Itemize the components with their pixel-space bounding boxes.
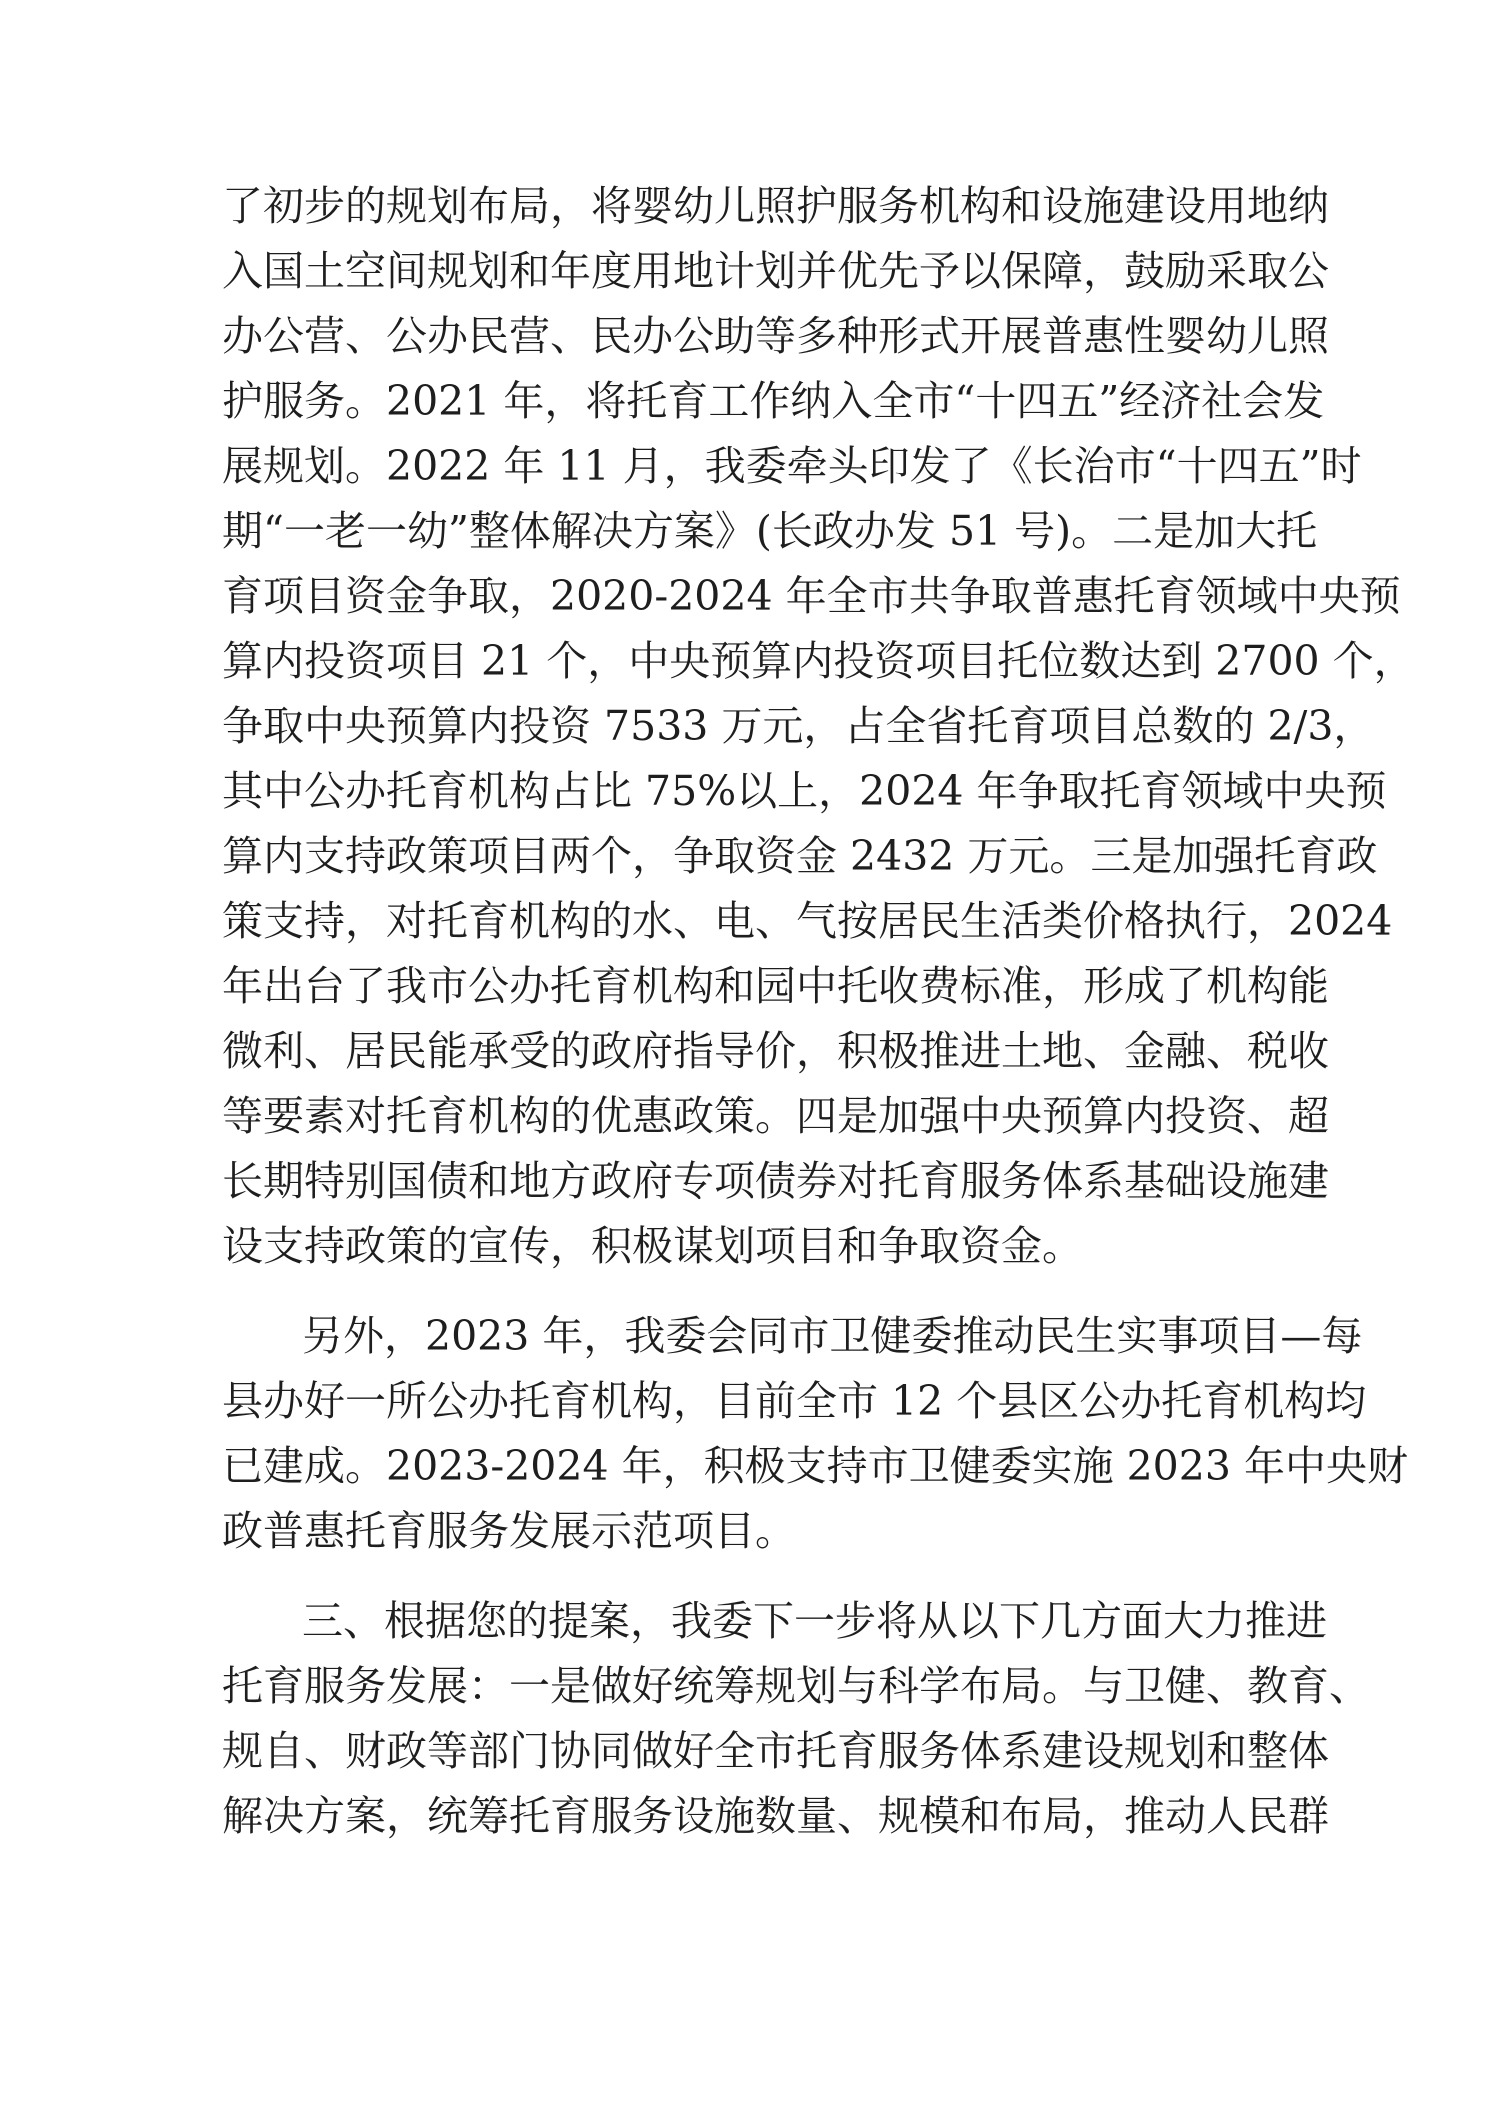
text-line: 了初步的规划布局，将婴幼儿照护服务机构和设施建设用地纳 [222, 182, 1329, 230]
text-line: 年出台了我市公办托育机构和园中托收费标准，形成了机构能 [222, 962, 1329, 1010]
text-line: 争取中央预算内投资 7533 万元，占全省托育项目总数的 2/3， [222, 702, 1375, 750]
text-line: 另外，2023 年，我委会同市卫健委推动民生实事项目—每 [302, 1312, 1363, 1360]
text-line: 微利、居民能承受的政府指导价，积极推进土地、金融、税收 [222, 1027, 1329, 1075]
text-line: 入国土空间规划和年度用地计划并优先予以保障，鼓励采取公 [222, 247, 1329, 295]
text-line: 长期特别国债和地方政府专项债券对托育服务体系基础设施建 [222, 1157, 1329, 1205]
text-line: 护服务。2021 年，将托育工作纳入全市“十四五”经济社会发 [222, 377, 1325, 425]
text-line: 展规划。2022 年 11 月，我委牵头印发了《长治市“十四五”时 [222, 442, 1362, 490]
text-line: 三、根据您的提案，我委下一步将从以下几方面大力推进 [302, 1597, 1327, 1645]
text-line: 解决方案，统筹托育服务设施数量、规模和布局，推动人民群 [222, 1792, 1329, 1840]
text-line: 期“一老一幼”整体解决方案》(长政办发 51 号)。二是加大托 [222, 507, 1318, 555]
text-line: 等要素对托育机构的优惠政策。四是加强中央预算内投资、超 [222, 1092, 1329, 1140]
text-line: 策支持，对托育机构的水、电、气按居民生活类价格执行，2024 [222, 897, 1393, 945]
text-line: 政普惠托育服务发展示范项目。 [222, 1507, 796, 1555]
text-line: 其中公办托育机构占比 75%以上，2024 年争取托育领域中央预 [222, 767, 1387, 815]
text-line: 托育服务发展：一是做好统筹规划与科学布局。与卫健、教育、 [222, 1662, 1370, 1710]
text-line: 办公营、公办民营、民办公助等多种形式开展普惠性婴幼儿照 [222, 312, 1329, 360]
text-line: 设支持政策的宣传，积极谋划项目和争取资金。 [222, 1222, 1083, 1270]
text-line: 县办好一所公办托育机构，目前全市 12 个县区公办托育机构均 [222, 1377, 1367, 1425]
text-line: 算内支持政策项目两个，争取资金 2432 万元。三是加强托育政 [222, 832, 1378, 880]
text-line: 规自、财政等部门协同做好全市托育服务体系建设规划和整体 [222, 1727, 1329, 1775]
text-line: 算内投资项目 21 个，中央预算内投资项目托位数达到 2700 个， [222, 637, 1415, 685]
text-line: 已建成。2023-2024 年，积极支持市卫健委实施 2023 年中央财 [222, 1442, 1408, 1490]
text-line: 育项目资金争取，2020-2024 年全市共争取普惠托育领域中央预 [222, 572, 1401, 620]
